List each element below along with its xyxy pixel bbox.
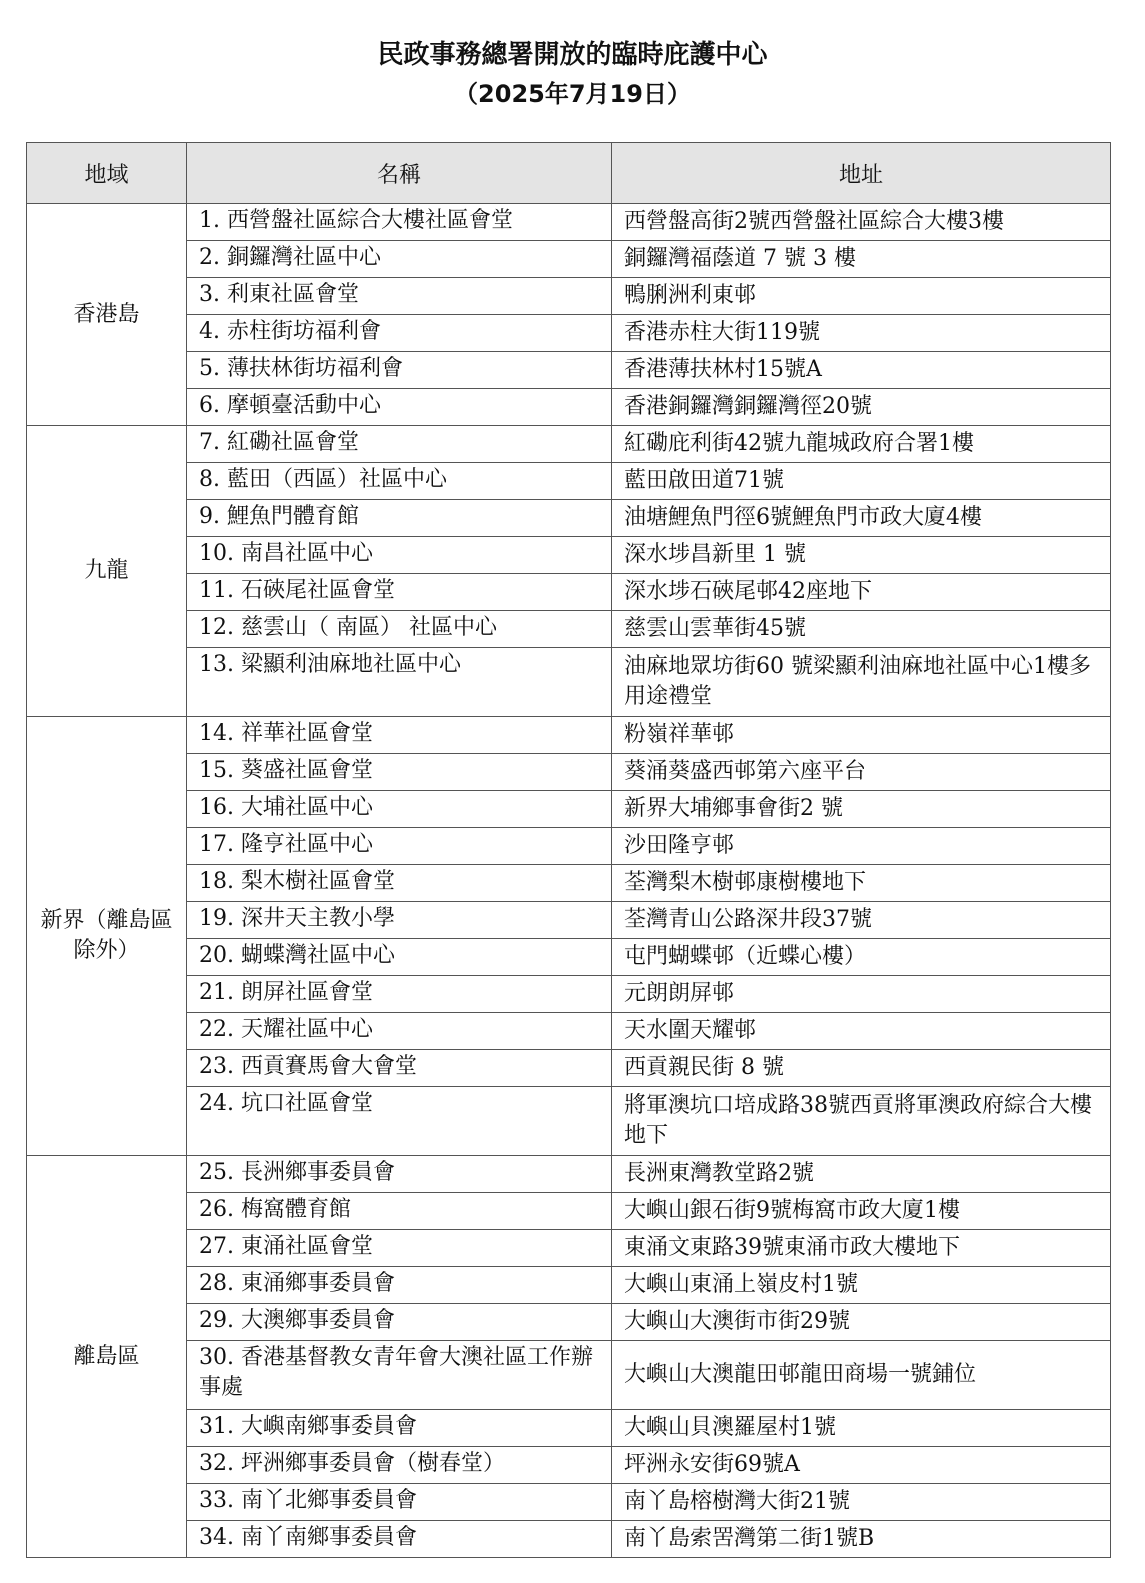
table-row — [27, 1193, 1111, 1230]
center-name-cell: 16. 大埔社區中心 — [187, 791, 612, 828]
center-address-cell: 慈雲山雲華街45號 — [612, 611, 1111, 648]
table-row — [27, 1156, 1111, 1193]
table-row — [27, 648, 1111, 717]
center-name-cell: 1. 西營盤社區綜合大樓社區會堂 — [187, 204, 612, 241]
center-address-cell: 西貢親民街 8 號 — [612, 1050, 1111, 1087]
center-name-cell: 9. 鯉魚門體育館 — [187, 500, 612, 537]
table-row — [27, 611, 1111, 648]
table-row — [27, 500, 1111, 537]
table-row — [27, 902, 1111, 939]
table-row — [27, 791, 1111, 828]
center-name-cell: 23. 西貢賽馬會大會堂 — [187, 1050, 612, 1087]
table-row — [27, 463, 1111, 500]
center-address-cell: 深水埗石硤尾邨42座地下 — [612, 574, 1111, 611]
table-row — [27, 537, 1111, 574]
table-row — [27, 241, 1111, 278]
document-title: 民政事務總署開放的臨時庇護中心 — [377, 40, 768, 70]
center-name-cell: 20. 蝴蝶灣社區中心 — [187, 939, 612, 976]
center-name-cell: 19. 深井天主教小學 — [187, 902, 612, 939]
table-row — [27, 754, 1111, 791]
center-address-cell: 東涌文東路39號東涌市政大樓地下 — [612, 1230, 1111, 1267]
center-name-cell: 24. 坑口社區會堂 — [187, 1087, 612, 1156]
table-row — [27, 278, 1111, 315]
center-address-cell: 沙田隆亨邨 — [612, 828, 1111, 865]
header-name: 名稱 — [187, 143, 612, 204]
center-name-cell: 28. 東涌鄉事委員會 — [187, 1267, 612, 1304]
table-body — [27, 204, 1111, 1558]
center-address-cell: 大嶼山大澳街市街29號 — [612, 1304, 1111, 1341]
center-name-cell: 31. 大嶼南鄉事委員會 — [187, 1410, 612, 1447]
center-address-cell: 香港赤柱大街119號 — [612, 315, 1111, 352]
center-name-cell: 6. 摩頓臺活動中心 — [187, 389, 612, 426]
center-name-cell: 15. 葵盛社區會堂 — [187, 754, 612, 791]
center-name-cell: 13. 梁顯利油麻地社區中心 — [187, 648, 612, 717]
table-row — [27, 1050, 1111, 1087]
table-row — [27, 865, 1111, 902]
center-name-cell: 33. 南丫北鄉事委員會 — [187, 1484, 612, 1521]
table-row — [27, 426, 1111, 463]
center-address-cell: 坪洲永安街69號A — [612, 1447, 1111, 1484]
table-row — [27, 1304, 1111, 1341]
center-address-cell: 銅鑼灣福蔭道 7 號 3 樓 — [612, 241, 1111, 278]
center-name-cell: 4. 赤柱街坊福利會 — [187, 315, 612, 352]
table-row — [27, 1484, 1111, 1521]
center-name-cell: 26. 梅窩體育館 — [187, 1193, 612, 1230]
table-row — [27, 352, 1111, 389]
center-name-cell: 22. 天耀社區中心 — [187, 1013, 612, 1050]
center-address-cell: 油塘鯉魚門徑6號鯉魚門市政大廈4樓 — [612, 500, 1111, 537]
center-name-cell: 18. 梨木樹社區會堂 — [187, 865, 612, 902]
region-cell: 香港島 — [27, 204, 187, 426]
center-address-cell: 元朗朗屏邨 — [612, 976, 1111, 1013]
center-address-cell: 鴨脷洲利東邨 — [612, 278, 1111, 315]
table-row — [27, 1013, 1111, 1050]
center-name-cell: 29. 大澳鄉事委員會 — [187, 1304, 612, 1341]
table-row — [27, 939, 1111, 976]
center-address-cell: 將軍澳坑口培成路38號西貢將軍澳政府綜合大樓地下 — [612, 1087, 1111, 1156]
center-name-cell: 17. 隆亨社區中心 — [187, 828, 612, 865]
table-row — [27, 717, 1111, 754]
table-row — [27, 389, 1111, 426]
table-row — [27, 1230, 1111, 1267]
header-region: 地域 — [27, 143, 187, 204]
shelter-table — [26, 142, 1111, 1558]
table-row — [27, 315, 1111, 352]
table-row — [27, 1447, 1111, 1484]
region-cell: 離島區 — [27, 1156, 187, 1558]
center-name-cell: 21. 朗屏社區會堂 — [187, 976, 612, 1013]
document-date: （2025年7月19日） — [454, 80, 691, 108]
center-name-cell: 32. 坪洲鄉事委員會（樹春堂） — [187, 1447, 612, 1484]
center-address-cell: 香港薄扶林村15號A — [612, 352, 1111, 389]
center-address-cell: 大嶼山東涌上嶺皮村1號 — [612, 1267, 1111, 1304]
table-row — [27, 1087, 1111, 1156]
center-name-cell: 34. 南丫南鄉事委員會 — [187, 1521, 612, 1558]
table-row — [27, 828, 1111, 865]
center-name-cell: 2. 銅鑼灣社區中心 — [187, 241, 612, 278]
center-address-cell: 大嶼山貝澳羅屋村1號 — [612, 1410, 1111, 1447]
center-address-cell: 新界大埔鄉事會街2 號 — [612, 791, 1111, 828]
table-row — [27, 574, 1111, 611]
center-address-cell: 油麻地眾坊街60 號梁顯利油麻地社區中心1樓多用途禮堂 — [612, 648, 1111, 717]
center-address-cell: 粉嶺祥華邨 — [612, 717, 1111, 754]
table-row — [27, 976, 1111, 1013]
center-address-cell: 大嶼山銀石街9號梅窩市政大廈1樓 — [612, 1193, 1111, 1230]
center-address-cell: 大嶼山大澳龍田邨龍田商場一號鋪位 — [612, 1341, 1111, 1410]
center-name-cell: 30. 香港基督教女青年會大澳社區工作辦事處 — [187, 1341, 612, 1410]
center-address-cell: 西營盤高街2號西營盤社區綜合大樓3樓 — [612, 204, 1111, 241]
center-address-cell: 天水圍天耀邨 — [612, 1013, 1111, 1050]
center-name-cell: 27. 東涌社區會堂 — [187, 1230, 612, 1267]
center-address-cell: 南丫島索罟灣第二街1號B — [612, 1521, 1111, 1558]
center-name-cell: 10. 南昌社區中心 — [187, 537, 612, 574]
table-row — [27, 204, 1111, 241]
center-address-cell: 荃灣梨木樹邨康樹樓地下 — [612, 865, 1111, 902]
center-address-cell: 紅磡庇利街42號九龍城政府合署1樓 — [612, 426, 1111, 463]
center-address-cell: 屯門蝴蝶邨（近蝶心樓） — [612, 939, 1111, 976]
table-header-row — [27, 143, 1111, 204]
center-address-cell: 長洲東灣教堂路2號 — [612, 1156, 1111, 1193]
header-address: 地址 — [612, 143, 1111, 204]
center-name-cell: 11. 石硤尾社區會堂 — [187, 574, 612, 611]
table-row — [27, 1410, 1111, 1447]
center-name-cell: 25. 長洲鄉事委員會 — [187, 1156, 612, 1193]
region-cell: 九龍 — [27, 426, 187, 717]
center-address-cell: 荃灣青山公路深井段37號 — [612, 902, 1111, 939]
table-row — [27, 1341, 1111, 1410]
center-address-cell: 深水埗昌新里 1 號 — [612, 537, 1111, 574]
table-row — [27, 1521, 1111, 1558]
center-address-cell: 葵涌葵盛西邨第六座平台 — [612, 754, 1111, 791]
center-name-cell: 7. 紅磡社區會堂 — [187, 426, 612, 463]
center-name-cell: 3. 利東社區會堂 — [187, 278, 612, 315]
center-address-cell: 南丫島榕樹灣大街21號 — [612, 1484, 1111, 1521]
center-name-cell: 14. 祥華社區會堂 — [187, 717, 612, 754]
region-cell: 新界（離島區除外） — [27, 717, 187, 1156]
center-address-cell: 香港銅鑼灣銅鑼灣徑20號 — [612, 389, 1111, 426]
center-name-cell: 5. 薄扶林街坊福利會 — [187, 352, 612, 389]
center-name-cell: 12. 慈雲山（ 南區） 社區中心 — [187, 611, 612, 648]
center-address-cell: 藍田啟田道71號 — [612, 463, 1111, 500]
center-name-cell: 8. 藍田（西區）社區中心 — [187, 463, 612, 500]
table-row — [27, 1267, 1111, 1304]
